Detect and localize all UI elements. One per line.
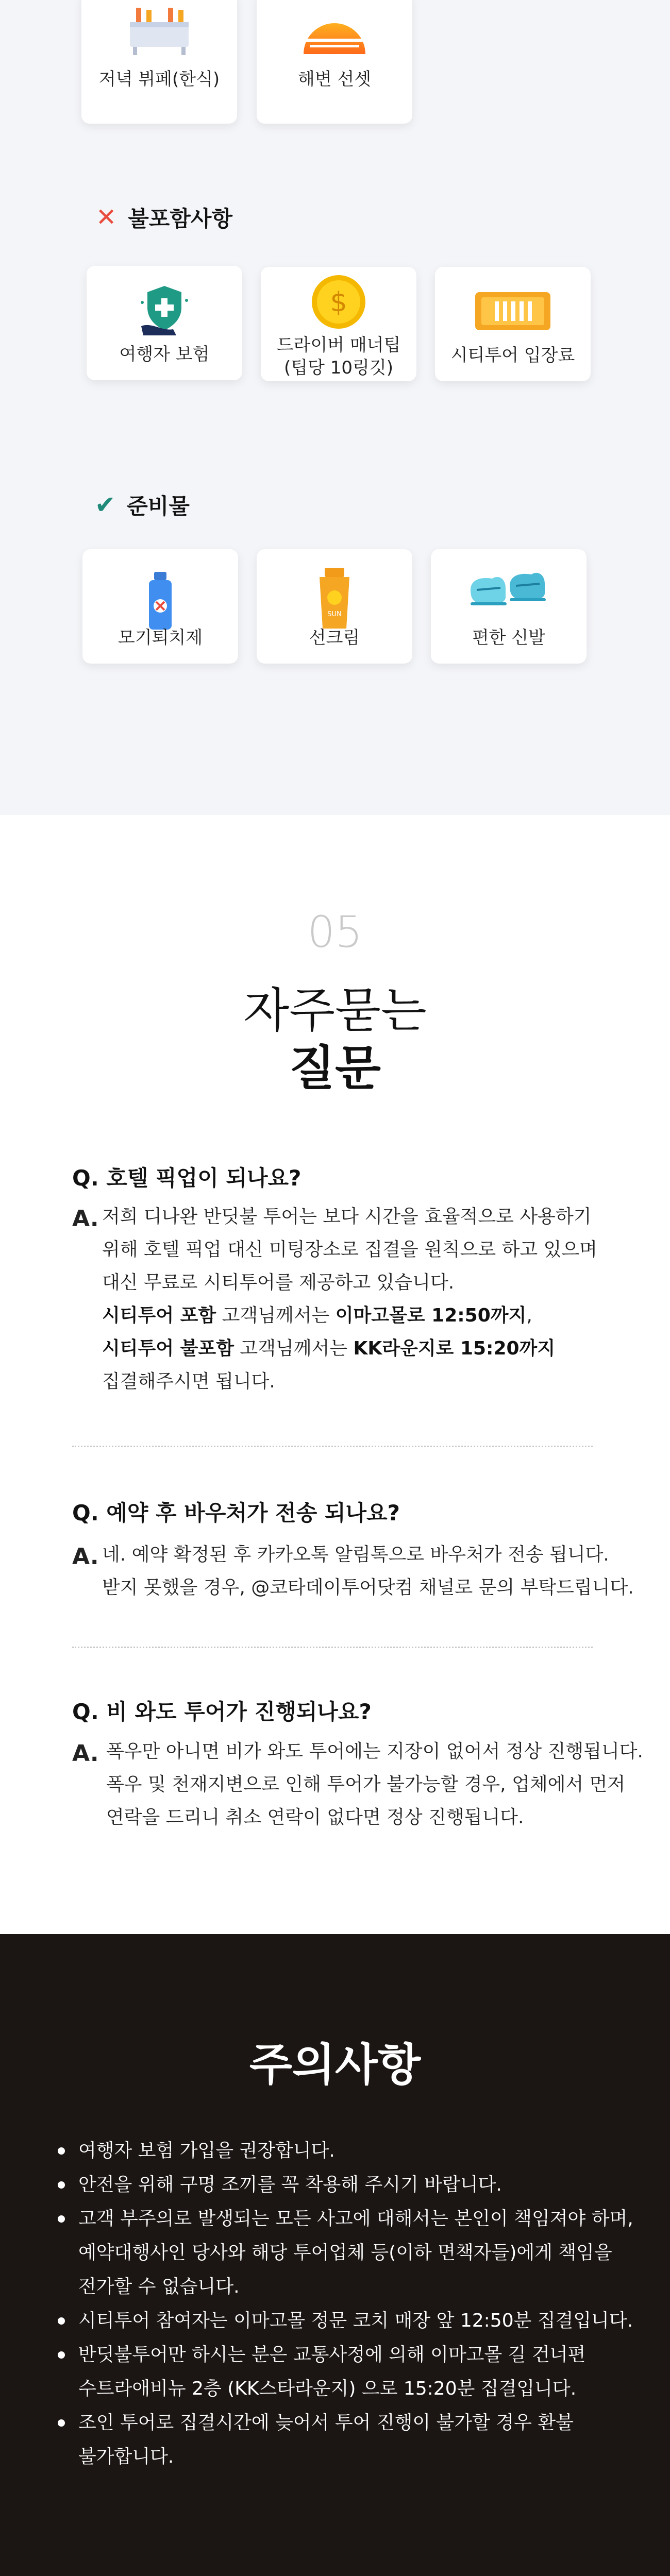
notice-item <box>58 2406 640 2474</box>
answer-mark: A. <box>72 1206 99 1232</box>
shoes-icon <box>431 556 587 618</box>
notice-item <box>58 2134 640 2168</box>
inclusions-section <box>0 0 670 815</box>
notice-item <box>58 2304 640 2338</box>
card-label: 해변 선셋 <box>297 69 372 90</box>
check-icon: ✔ <box>95 490 116 519</box>
x-icon: ✕ <box>96 203 117 232</box>
notice-line: 여행자 보험 가입을 권장합니다. <box>78 2140 335 2161</box>
notice-line: 전가할 수 없습니다. <box>78 2276 240 2297</box>
notice-title: 주의사항 <box>249 2039 421 2091</box>
notice-line: 불가합니다. <box>78 2446 174 2467</box>
answer-mark: A. <box>72 1740 99 1767</box>
answer-text: 고객님께서는 <box>216 1305 336 1326</box>
faq-title-line1: 자주묻는 <box>243 983 427 1038</box>
card-driver-tip <box>261 267 416 381</box>
answer-line <box>102 1332 597 1365</box>
card-label: 시티투어 입장료 <box>450 345 575 366</box>
excluded-title <box>96 202 232 233</box>
notice-line: 안전을 위해 구명 조끼를 꼭 착용해 주시기 바랍니다. <box>78 2174 502 2195</box>
notice-item <box>58 2202 640 2304</box>
highlight-text: KK라운지로 15:20까지 <box>353 1338 556 1359</box>
answer-line: 네. 예약 확정된 후 카카오톡 알림톡으로 바우처가 전송 됩니다. <box>102 1544 609 1565</box>
highlight-text: 시티투어 포함 <box>102 1305 216 1326</box>
card-dinner-buffet <box>81 0 237 124</box>
answer-mark: A. <box>72 1544 99 1570</box>
faq-question-2[interactable]: Q. 예약 후 바우처가 전송 되나요? <box>72 1500 400 1526</box>
faq-section-number: 05 <box>307 907 363 957</box>
answer-line: 집결해주시면 됩니다. <box>102 1371 275 1392</box>
answer-line: 위해 호텔 픽업 대신 미팅장소로 집결을 원칙으로 하고 있으며 <box>102 1239 597 1260</box>
dollar-coin-icon <box>261 276 416 328</box>
card-label: 모기퇴치제 <box>118 628 203 648</box>
notice-line: 반딧불투어만 하시는 분은 교통사정에 의해 이마고몰 길 건너편 <box>78 2344 586 2365</box>
card-beach-sunset <box>257 0 412 124</box>
notice-item <box>58 2168 640 2202</box>
insurance-shield-icon <box>87 279 242 341</box>
notice-line: 조인 투어로 집결시간에 늦어서 투어 진행이 불가할 경우 환불 <box>78 2412 574 2433</box>
notice-line: 고객 부주의로 발생되는 모든 사고에 대해서는 본인이 책임져야 하며, <box>78 2208 633 2229</box>
card-label: 편한 신발 <box>472 628 546 648</box>
notice-item <box>58 2338 640 2406</box>
faq-divider <box>72 1647 593 1648</box>
svg-text:$: $ <box>330 287 347 318</box>
faq-question-3[interactable]: Q. 비 와도 투어가 진행되나요? <box>72 1699 372 1724</box>
prepare-title <box>95 489 190 520</box>
buffet-icon <box>81 0 237 62</box>
repellent-spray-icon <box>82 570 238 632</box>
highlight-text: 이마고몰로 12:50까지 <box>335 1305 527 1326</box>
answer-line: 받지 못했을 경우, @코타데이투어닷컴 채널로 문의 부탁드립니다. <box>102 1577 634 1598</box>
excluded-title-text: 불포함사항 <box>128 206 233 231</box>
card-city-tour-ticket <box>435 267 591 381</box>
faq-answer-3 <box>72 1735 643 1834</box>
ticket-icon <box>435 280 591 342</box>
card-mosquito-repellent <box>82 549 238 664</box>
answer-line: 대신 무료로 시티투어를 제공하고 있습니다. <box>102 1272 455 1293</box>
faq-answer-2 <box>72 1538 634 1604</box>
answer-line: 연락을 드리니 취소 연락이 없다면 정상 진행됩니다. <box>106 1807 524 1828</box>
notice-line: 예약대행사인 당사와 해당 투어업체 등(이하 면책자들)에게 책임을 <box>78 2242 612 2263</box>
answer-line <box>102 1299 597 1332</box>
card-label: 선크림 <box>309 628 360 648</box>
card-travel-insurance <box>87 266 242 380</box>
faq-divider <box>72 1446 593 1447</box>
card-label: 저녁 뷔페(한식) <box>98 69 220 90</box>
highlight-text: 시티투어 불포함 <box>102 1338 234 1359</box>
card-label: 드라이버 매너팁 (팁당 10링깃) <box>276 335 401 378</box>
answer-line: 폭우 및 천재지변으로 인해 투어가 불가능할 경우, 업체에서 먼저 <box>106 1774 626 1795</box>
faq-answer-1 <box>72 1200 597 1398</box>
card-sunscreen <box>257 549 412 664</box>
answer-line: 폭우만 아니면 비가 와도 투어에는 지장이 없어서 정상 진행됩니다. <box>106 1741 643 1762</box>
faq-title-line2: 질문 <box>289 1041 381 1096</box>
sunset-icon <box>257 0 412 62</box>
sunscreen-icon <box>257 568 412 630</box>
answer-text: 고객님께서는 <box>233 1338 354 1359</box>
notice-list <box>58 2134 640 2474</box>
faq-question-1[interactable]: Q. 호텔 픽업이 되나요? <box>72 1165 301 1191</box>
svg-text:SUN: SUN <box>327 611 342 618</box>
notice-line: 수트라애비뉴 2층 (KK스타라운지) 으로 15:20분 집결입니다. <box>78 2378 577 2399</box>
notice-line: 시티투어 참여자는 이마고몰 정문 코치 매장 앞 12:50분 집결입니다. <box>78 2310 633 2331</box>
prepare-title-text: 준비물 <box>127 494 190 519</box>
answer-line: 저희 디나완 반딧불 투어는 보다 시간을 효율적으로 사용하기 <box>102 1206 592 1227</box>
card-comfy-shoes <box>431 549 587 664</box>
card-label: 여행자 보험 <box>119 344 210 365</box>
answer-text: , <box>526 1305 532 1326</box>
